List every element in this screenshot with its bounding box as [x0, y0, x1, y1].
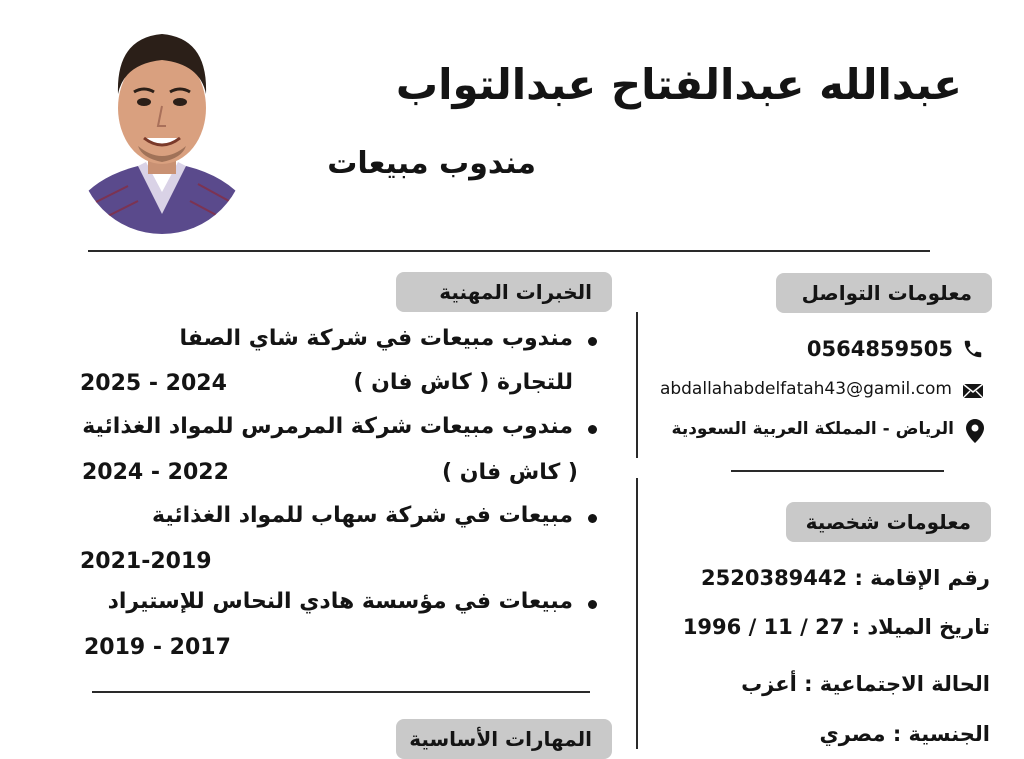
marital-status: الحالة الاجتماعية : أعزب: [741, 672, 990, 696]
experience-bullet: [588, 514, 597, 523]
personal-section-title: [786, 502, 991, 542]
birth-date: تاريخ الميلاد : 27 / 11 / 1996: [682, 615, 990, 639]
contact-section-title: [776, 273, 992, 313]
id-number: رقم الإقامة : 2520389442: [701, 566, 990, 590]
mail-icon: [962, 382, 984, 400]
experience-title: مندوب مبيعات شركة المرمرس للمواد الغذائية: [82, 414, 573, 439]
location-pin-icon: [966, 419, 984, 443]
job-title: مندوب مبيعات: [327, 146, 536, 181]
contact-title-text: معلومات التواصل: [801, 281, 972, 305]
experience-dates: 2021-2019: [80, 549, 212, 574]
experience-dates: 2019 - 2017: [84, 635, 231, 660]
experience-title: مبيعات في مؤسسة هادي النحاس للإستيراد: [107, 589, 573, 614]
experience-dates: 2024 - 2022: [82, 460, 229, 485]
column-divider-top: [636, 312, 638, 458]
experience-bullet: [588, 600, 597, 609]
header-divider: [88, 250, 930, 252]
profile-photo: [78, 16, 246, 234]
personal-title-text: معلومات شخصية: [805, 510, 971, 534]
location-text: الرياض - المملكة العربية السعودية: [671, 419, 954, 439]
skills-section-title: [396, 719, 612, 759]
experience-subtitle: للتجارة ( كاش فان ): [353, 370, 573, 395]
experience-divider: [92, 691, 590, 693]
experience-dates: 2025 - 2024: [80, 371, 227, 396]
email-address: abdallahabdelfatah43@gamil.com: [659, 379, 952, 399]
experience-title: مندوب مبيعات في شركة شاي الصفا: [179, 326, 573, 351]
column-divider-bottom: [636, 478, 638, 749]
experience-title-text: الخبرات المهنية: [439, 280, 592, 304]
experience-bullet: [588, 337, 597, 346]
contact-divider: [731, 470, 944, 472]
experience-title: مبيعات في شركة سهاب للمواد الغذائية: [152, 503, 573, 528]
nationality: الجنسية : مصري: [819, 722, 990, 746]
phone-number: 0564859505: [806, 337, 953, 361]
full-name: عبدالله عبدالفتاح عبدالتواب: [395, 60, 962, 109]
skills-title-text: المهارات الأساسية: [409, 727, 592, 751]
experience-bullet: [588, 425, 597, 434]
phone-icon: [962, 338, 984, 360]
experience-section-title: [396, 272, 612, 312]
experience-subtitle: ( كاش فان ): [442, 460, 578, 485]
